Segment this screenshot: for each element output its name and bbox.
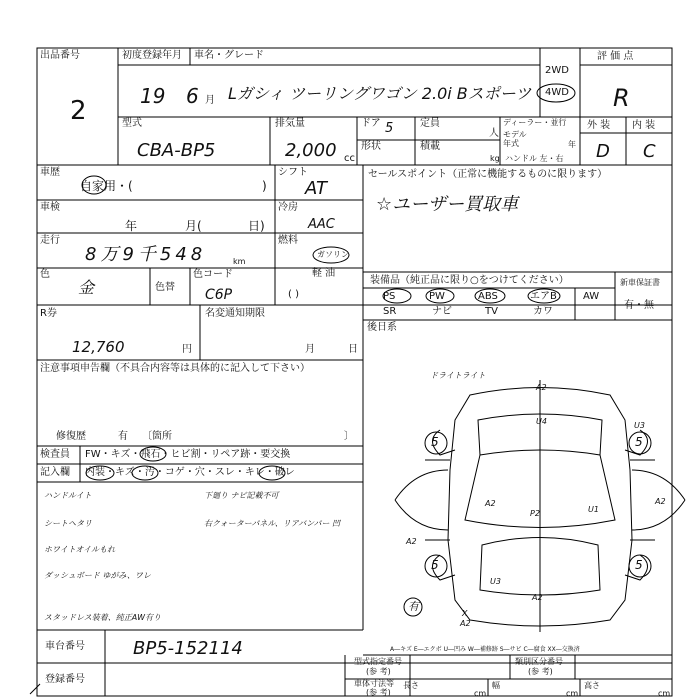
interior-grade: C — [643, 141, 656, 162]
displacement-label: 排気量 — [275, 118, 305, 129]
diagram-label-spare: 有 — [408, 600, 419, 613]
capacity-unit: 人 — [489, 128, 499, 139]
repair-close: 〕 — [344, 431, 354, 442]
shape-label: 形状 — [361, 141, 381, 152]
recycle-label: R券 — [40, 308, 57, 319]
dealer-label: ディーラー・並行 — [503, 118, 567, 127]
warranty-value: 有・無 — [624, 300, 654, 311]
comment-2: シートヘタリ — [44, 519, 92, 528]
equip-airbag: エアB — [530, 291, 557, 302]
cc-unit: cc — [344, 153, 355, 164]
deadline-month: 月 — [305, 344, 315, 355]
comment-1: ハンドルイト — [44, 491, 92, 500]
equip-pw: PW — [429, 291, 445, 302]
equip-abs: ABS — [478, 291, 498, 302]
handle-label: ハンドル 左・右 — [505, 154, 564, 163]
inspection-label: 車検 — [40, 202, 60, 213]
diagram-label-p2: P2 — [530, 509, 540, 518]
diagram-label-a2-top: A2 — [536, 383, 547, 392]
diagram-tire-rl: 5 — [431, 558, 439, 572]
diagram-label-a2-left: A2 — [406, 537, 417, 546]
deadline-label: 名変通知期限 — [205, 308, 265, 319]
diagram-legend: A―キズ E―エクボ U―凹み W―補修跡 S―サビ C―腐食 XX―交換済 — [390, 646, 580, 653]
door-value: 5 — [385, 121, 394, 136]
fuel-value: ガソリン — [317, 250, 349, 259]
notes-label: 注意事項申告欄（不具合内容等は具体的に記入して下さい） — [40, 363, 310, 374]
recycle-value: 12,760 — [72, 338, 125, 356]
mileage-unit: km — [233, 257, 246, 266]
history-label: 車歴 — [40, 167, 60, 178]
equip-aw: AW — [583, 291, 600, 302]
color-code-label: 色コード — [193, 269, 233, 280]
capacity-label: 定員 — [420, 118, 440, 129]
dims-ref: (参 考) — [366, 688, 391, 697]
drive-4wd: 4WD — [545, 87, 569, 98]
category-ref: (参 考) — [528, 667, 553, 676]
shift-value: AT — [305, 178, 327, 199]
comment-5: スタッドレス装着、純正AW有り — [44, 613, 162, 622]
fuel-label: 燃料 — [278, 235, 298, 246]
sales-point-value: ☆ユーザー買取車 — [376, 194, 519, 215]
width-cm: cm — [566, 689, 579, 698]
inspection-month: 月( — [185, 219, 202, 233]
drive-2wd: 2WD — [545, 65, 569, 76]
interior-label: 内 装 — [632, 120, 656, 131]
reg-year-label: 初度登録年月 — [122, 50, 182, 61]
inspection-year: 年 — [125, 219, 138, 233]
inspector-label-1: 検査員 — [40, 449, 70, 460]
deadline-day: 日 — [348, 344, 358, 355]
warranty-label: 新車保証書 — [620, 278, 660, 287]
diagram-label-a2-right: A2 — [655, 497, 666, 506]
equipment-label: 装備品（純正品に限り○をつけてください） — [370, 275, 569, 286]
inspection-day: 日) — [248, 219, 265, 233]
load-label: 積載 — [420, 141, 440, 152]
equip-tv: TV — [485, 306, 498, 317]
grade-value: R — [613, 84, 630, 112]
color-label: 色 — [40, 269, 50, 280]
chassis-value: BP5-152114 — [133, 638, 243, 659]
kg-unit: kg — [490, 154, 500, 163]
lot-label: 出品番号 — [40, 50, 80, 61]
year-unit: 年 — [568, 140, 576, 149]
rear-seat-label: 後日系 — [367, 322, 397, 333]
color-change-label: 色替 — [155, 282, 175, 293]
registration-label: 登録番号 — [45, 674, 85, 685]
mileage-label: 走行 — [40, 235, 60, 246]
color-code-value: C6P — [205, 287, 233, 303]
grade-label: 評 価 点 — [597, 51, 634, 62]
width-label: 幅 — [492, 681, 500, 690]
shift-label: シフト — [278, 167, 308, 178]
interior-note-1: 下廻り ナビ記載不可 — [204, 491, 279, 500]
diagram-label-headlight: ドライトライト — [430, 371, 486, 380]
color-value: 金 — [78, 278, 95, 297]
inspector-label-2: 記入欄 — [40, 467, 70, 478]
diagram-label-u3-top: U3 — [634, 421, 645, 430]
equip-ps: PS — [383, 291, 396, 302]
fuel-alt: 軽 油 — [312, 268, 336, 279]
lot-number: 2 — [70, 96, 87, 126]
length-cm: cm — [474, 689, 487, 698]
recycle-unit: 円 — [182, 344, 192, 355]
sales-point-label: セールスポイント（正常に機能するものに限ります） — [368, 169, 608, 180]
diagram-label-x: X — [462, 609, 468, 618]
height-label: 高さ — [584, 681, 600, 690]
diagram-label-u3-rear: U3 — [490, 577, 501, 586]
fuel-paren: ( ) — [288, 289, 299, 300]
diagram-label-u1: U1 — [588, 505, 599, 514]
type-no-label: 型式指定番号 — [354, 657, 402, 666]
comment-3: ホワイトオイルもれ — [44, 545, 116, 554]
inspector-row-1: FW・キズ・飛石・ヒビ割・リペア跡・要交換 — [85, 449, 291, 460]
length-label: 長さ — [403, 681, 419, 690]
interior-note-2: 右クォーターパネル、リアバンパー 凹 — [204, 519, 341, 528]
diagram-label-a2-rear: A2 — [532, 593, 543, 602]
repair-value: 有 — [118, 431, 128, 442]
diagram-label-a2-center: A2 — [485, 499, 496, 508]
exterior-label: 外 装 — [587, 120, 611, 131]
inspector-row-2: 内装・キズ・汚・コゲ・穴・スレ・キレ・破レ — [85, 467, 295, 478]
diagram-label-u4: U4 — [536, 417, 547, 426]
cooling-label: 冷房 — [278, 202, 298, 213]
equip-navi: ナビ — [432, 306, 452, 317]
history-value: 自家用・( — [80, 179, 133, 193]
diagram-tire-rr: 5 — [635, 558, 643, 572]
diagram-tire-fl: 5 — [431, 435, 439, 449]
equip-sr: SR — [383, 306, 397, 317]
repair-label: 修復歴 — [56, 431, 86, 442]
diagram-tire-fr: 5 — [635, 435, 643, 449]
door-label: ドア — [361, 118, 381, 129]
category-label: 類別区分番号 — [515, 657, 563, 666]
dims-label: 車体寸法等 — [354, 679, 394, 688]
exterior-grade: D — [596, 141, 610, 162]
reg-month: 6 — [186, 84, 199, 108]
repair-spot: 〔箇所 — [142, 431, 172, 442]
diagram-label-a2-bumper: A2 — [460, 619, 471, 628]
height-cm: cm — [658, 689, 671, 698]
reg-year: 19 — [140, 84, 166, 108]
month-unit: 月 — [205, 95, 215, 106]
model-label: 型式 — [122, 118, 142, 129]
displacement-value: 2,000 — [285, 140, 337, 161]
model-value: CBA-BP5 — [137, 140, 216, 161]
model-year-label: モデル 年式 — [503, 130, 527, 148]
car-name: Lガシィ ツーリングワゴン 2.0i Bスポーツ — [228, 84, 532, 103]
equip-leather: カワ — [533, 306, 553, 317]
chassis-label: 車台番号 — [45, 641, 85, 652]
car-name-label: 車名・グレード — [194, 50, 264, 61]
cooling-value: AAC — [308, 217, 335, 232]
comment-4: ダッシュボード ゆがみ、ワレ — [44, 571, 151, 580]
type-no-ref: (参 考) — [366, 667, 391, 676]
mileage-value: 8万9千548 — [85, 244, 207, 265]
history-paren: ) — [262, 179, 267, 193]
